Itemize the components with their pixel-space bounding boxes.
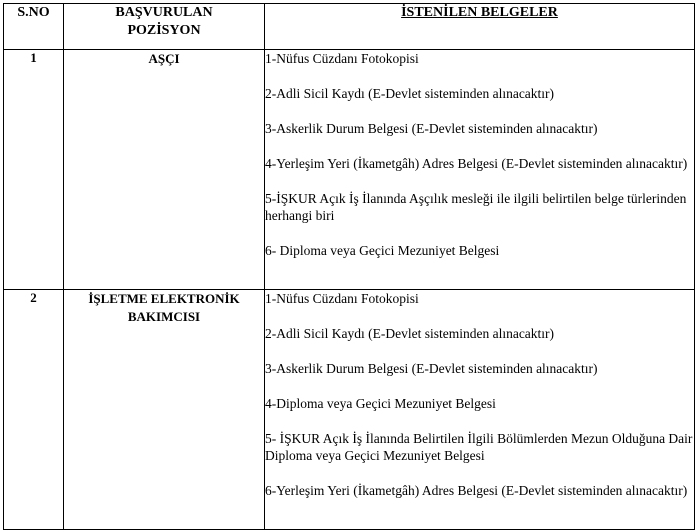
document-item: 4-Yerleşim Yeri (İkametgâh) Adres Belgesi (E-Devlet sisteminden alınacaktır): [265, 156, 688, 171]
header-row: [4, 4, 695, 50]
document-item: 3-Askerlik Durum Belgesi (E-Devlet sisteminden alınacaktır): [265, 361, 598, 376]
header-documents-text: İSTENİLEN BELGELER: [401, 5, 558, 20]
row-position: [64, 290, 265, 530]
document-item: 2-Adli Sicil Kaydı (E-Devlet sisteminden alınacaktır): [265, 326, 555, 341]
document-item: 6- Diploma veya Geçici Mezuniyet Belgesi: [265, 243, 500, 258]
header-position: [64, 4, 265, 50]
row-position: AŞÇI: [64, 50, 265, 290]
requirements-table: [3, 3, 695, 530]
row-documents: [265, 290, 695, 530]
document-item: 5- İŞKUR Açık İş İlanında Belirtilen İlgili Bölümlerden Mezun Olduğuna Dair Diploma veya Geçici Mezuniyet Belgesi: [265, 431, 693, 463]
row-documents: [265, 50, 695, 290]
document-item: 4-Diploma veya Geçici Mezuniyet Belgesi: [265, 396, 496, 411]
header-documents: [265, 4, 695, 50]
document-item: 6-Yerleşim Yeri (İkametgâh) Adres Belgesi (E-Devlet sisteminden alınacaktır): [265, 483, 688, 498]
document-item: 2-Adli Sicil Kaydı (E-Devlet sisteminden alınacaktır): [265, 86, 555, 101]
row-position-text: İŞLETME ELEKTRONİK BAKIMCISI: [88, 291, 240, 324]
header-position-text: BAŞVURULAN POZİSYON: [115, 5, 213, 38]
document-item: 1-Nüfus Cüzdanı Fotokopisi: [265, 291, 419, 306]
row-number: 2: [4, 290, 64, 530]
header-sno: S.NO: [4, 4, 64, 50]
row-number: 1: [4, 50, 64, 290]
table-row: [4, 290, 695, 530]
document-item: 5-İŞKUR Açık İş İlanında Aşçılık mesleği ile ilgili belirtilen belge türlerinden herhangi biri: [265, 191, 687, 223]
document-item: 3-Askerlik Durum Belgesi (E-Devlet sisteminden alınacaktır): [265, 121, 598, 136]
document-item: 1-Nüfus Cüzdanı Fotokopisi: [265, 51, 419, 66]
table-row: [4, 50, 695, 290]
